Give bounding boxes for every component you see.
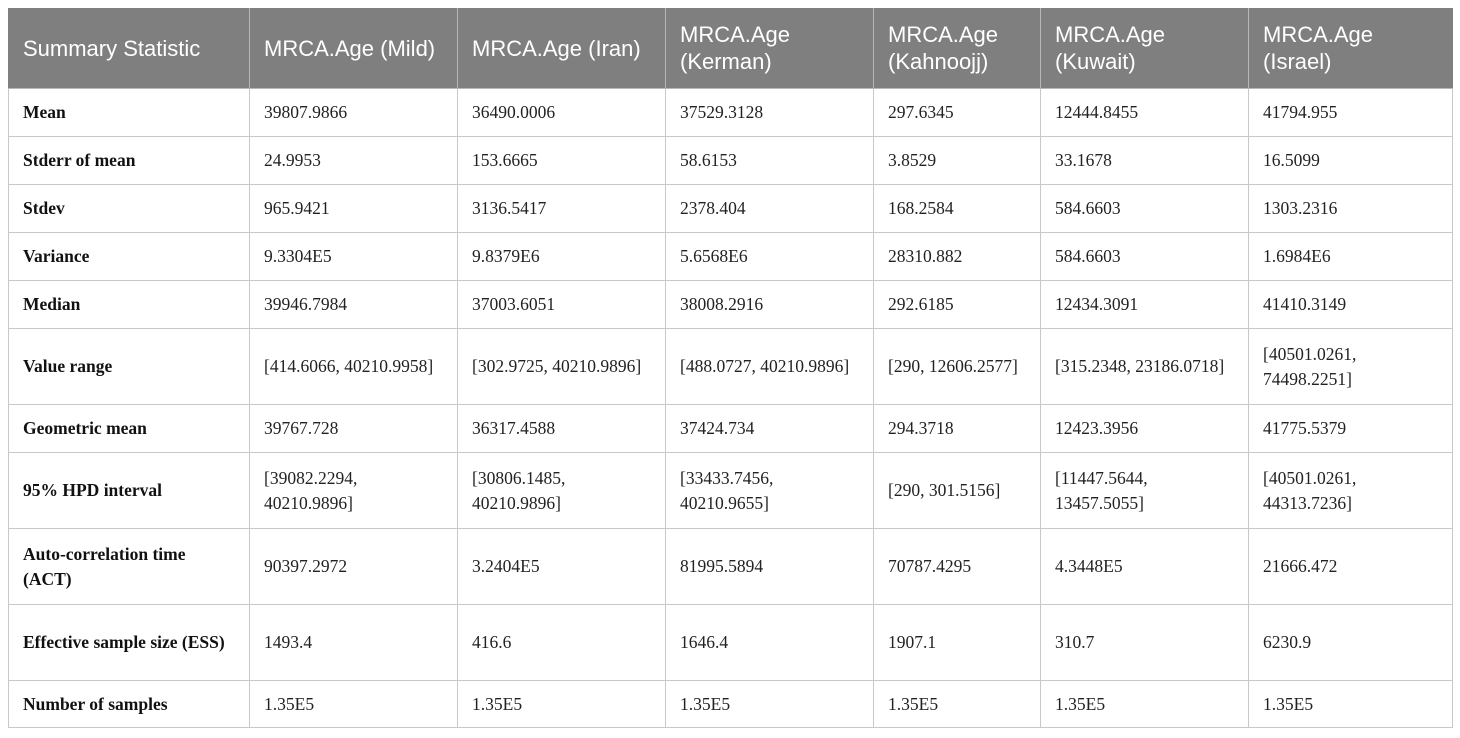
table-cell: [40501.0261, 44313.7236] [1249, 453, 1453, 529]
table-row-median [9, 281, 1453, 329]
summary-statistics-table [8, 8, 1453, 728]
row-label: Value range [9, 329, 250, 405]
table-cell: 1.35E5 [1041, 681, 1249, 728]
table-cell: 36490.0006 [458, 89, 666, 137]
table-cell: [40501.0261, 74498.2251] [1249, 329, 1453, 405]
table-row-variance [9, 233, 1453, 281]
table-cell: 21666.472 [1249, 529, 1453, 605]
table-cell: 37424.734 [666, 405, 874, 453]
header-mrca-age-iran: MRCA.Age (Iran) [458, 8, 666, 89]
table-cell: 41794.955 [1249, 89, 1453, 137]
table-cell: [11447.5644, 13457.5055] [1041, 453, 1249, 529]
table-cell: 1.35E5 [458, 681, 666, 728]
table-cell: 41410.3149 [1249, 281, 1453, 329]
table-row-mean [9, 89, 1453, 137]
table-cell: 37003.6051 [458, 281, 666, 329]
row-label: 95% HPD interval [9, 453, 250, 529]
table-row-geometric-mean [9, 405, 1453, 453]
table-cell: [290, 301.5156] [874, 453, 1041, 529]
table-cell: 297.6345 [874, 89, 1041, 137]
table-row-stderr-of-mean [9, 137, 1453, 185]
table-cell: 965.9421 [250, 185, 458, 233]
table-row-stdev [9, 185, 1453, 233]
table-cell: [30806.1485, 40210.9896] [458, 453, 666, 529]
header-row [9, 8, 1453, 89]
table-cell: 584.6603 [1041, 185, 1249, 233]
table-cell: 39767.728 [250, 405, 458, 453]
table-row-auto-correlation-time [9, 529, 1453, 605]
table-cell: 1303.2316 [1249, 185, 1453, 233]
table-cell: 292.6185 [874, 281, 1041, 329]
row-label: Geometric mean [9, 405, 250, 453]
table-cell: 1.35E5 [666, 681, 874, 728]
header-mrca-age-israel: MRCA.Age (Israel) [1249, 8, 1453, 89]
row-label: Effective sample size (ESS) [9, 605, 250, 681]
table-cell: 33.1678 [1041, 137, 1249, 185]
table-cell: [315.2348, 23186.0718] [1041, 329, 1249, 405]
table-cell: 39946.7984 [250, 281, 458, 329]
table-row-value-range [9, 329, 1453, 405]
table-cell: 36317.4588 [458, 405, 666, 453]
table-cell: [488.0727, 40210.9896] [666, 329, 874, 405]
table-cell: 1.35E5 [250, 681, 458, 728]
table-row-number-of-samples [9, 681, 1453, 728]
table-cell: 584.6603 [1041, 233, 1249, 281]
header-mrca-age-mild: MRCA.Age (Mild) [250, 8, 458, 89]
table-cell: [290, 12606.2577] [874, 329, 1041, 405]
table-cell: 1.35E5 [1249, 681, 1453, 728]
table-container [8, 8, 1452, 728]
table-body [9, 89, 1453, 728]
table-cell: 70787.4295 [874, 529, 1041, 605]
table-cell: 2378.404 [666, 185, 874, 233]
header-mrca-age-kahnoojj: MRCA.Age (Kahnoojj) [874, 8, 1041, 89]
table-cell: 294.3718 [874, 405, 1041, 453]
table-cell: [39082.2294, 40210.9896] [250, 453, 458, 529]
table-row-95-hpd-interval [9, 453, 1453, 529]
row-label: Auto-correlation time (ACT) [9, 529, 250, 605]
table-cell: 24.9953 [250, 137, 458, 185]
table-cell: 310.7 [1041, 605, 1249, 681]
table-cell: 3136.5417 [458, 185, 666, 233]
table-cell: 153.6665 [458, 137, 666, 185]
table-cell: 28310.882 [874, 233, 1041, 281]
row-label: Mean [9, 89, 250, 137]
table-cell: 9.8379E6 [458, 233, 666, 281]
table-cell: 5.6568E6 [666, 233, 874, 281]
header-summary-statistic: Summary Statistic [9, 8, 250, 89]
table-cell: 38008.2916 [666, 281, 874, 329]
table-header [9, 8, 1453, 89]
table-cell: 12423.3956 [1041, 405, 1249, 453]
table-cell: 3.8529 [874, 137, 1041, 185]
row-label: Variance [9, 233, 250, 281]
table-cell: 1.6984E6 [1249, 233, 1453, 281]
header-mrca-age-kerman: MRCA.Age (Kerman) [666, 8, 874, 89]
table-cell: 168.2584 [874, 185, 1041, 233]
table-cell: [414.6066, 40210.9958] [250, 329, 458, 405]
table-cell: 9.3304E5 [250, 233, 458, 281]
table-row-effective-sample-size [9, 605, 1453, 681]
table-cell: 90397.2972 [250, 529, 458, 605]
header-mrca-age-kuwait: MRCA.Age (Kuwait) [1041, 8, 1249, 89]
table-cell: 1646.4 [666, 605, 874, 681]
table-cell: 37529.3128 [666, 89, 874, 137]
table-cell: 12444.8455 [1041, 89, 1249, 137]
row-label: Stderr of mean [9, 137, 250, 185]
table-cell: 6230.9 [1249, 605, 1453, 681]
row-label: Number of samples [9, 681, 250, 728]
table-cell: [33433.7456, 40210.9655] [666, 453, 874, 529]
table-cell: [302.9725, 40210.9896] [458, 329, 666, 405]
table-cell: 16.5099 [1249, 137, 1453, 185]
table-cell: 41775.5379 [1249, 405, 1453, 453]
table-cell: 39807.9866 [250, 89, 458, 137]
table-cell: 4.3448E5 [1041, 529, 1249, 605]
table-cell: 81995.5894 [666, 529, 874, 605]
table-cell: 12434.3091 [1041, 281, 1249, 329]
table-cell: 58.6153 [666, 137, 874, 185]
table-cell: 1907.1 [874, 605, 1041, 681]
table-cell: 416.6 [458, 605, 666, 681]
row-label: Stdev [9, 185, 250, 233]
row-label: Median [9, 281, 250, 329]
table-cell: 1493.4 [250, 605, 458, 681]
table-cell: 1.35E5 [874, 681, 1041, 728]
table-cell: 3.2404E5 [458, 529, 666, 605]
